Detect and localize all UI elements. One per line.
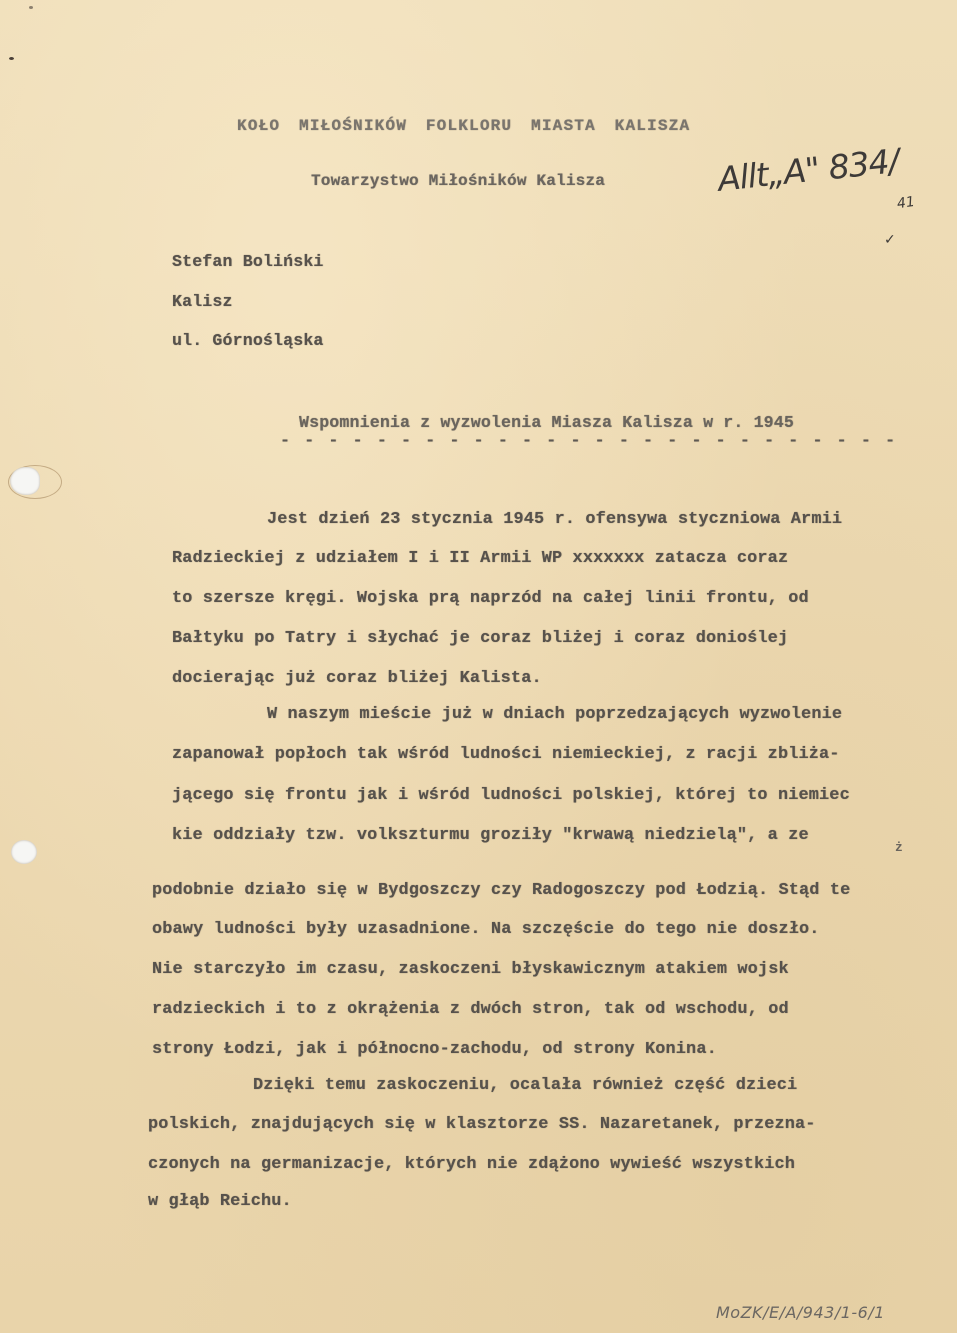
body-line: podobnie działo się w Bydgoszczy czy Radogoszczy pod Łodzią. Stąd te	[152, 881, 851, 900]
body-line: Jest dzień 23 stycznia 1945 r. ofensywa styczniowa Armii	[267, 510, 843, 529]
archive-reference-sub: 41	[895, 193, 916, 213]
body-line: Nie starczyło im czasu, zaskoczeni błyskawicznym atakiem wojsk	[152, 960, 789, 979]
body-line: docierając już coraz bliżej Kalista.	[172, 669, 542, 688]
body-line: polskich, znajdujących się w klasztorze SS. Nazaretanek, przezna-	[148, 1115, 816, 1134]
paper-speck	[29, 6, 33, 9]
body-line: W naszym mieście już w dniach poprzedzających wyzwolenie	[267, 705, 843, 724]
author-name: Stefan Boliński	[172, 252, 324, 271]
punch-hole	[10, 467, 40, 495]
paper-speck	[9, 57, 14, 60]
document-title: Wspomnienia z wyzwolenia Miasza Kalisza w r. 1945	[299, 413, 794, 432]
archive-signature: MoZK/E/A/943/1-6/1	[716, 1303, 885, 1322]
body-line: strony Łodzi, jak i północno-zachodu, od strony Konina.	[152, 1040, 717, 1059]
body-line: czonych na germanizacje, których nie zdążono wywieść wszystkich	[148, 1155, 796, 1174]
society-subheader: Towarzystwo Miłośników Kalisza	[311, 172, 606, 190]
organization-header: KOŁO MIŁOŚNIKÓW FOLKLORU MIASTA KALISZA	[237, 117, 691, 135]
body-line: w głąb Reichu.	[148, 1192, 292, 1211]
body-line: Dzięki temu zaskoczeniu, ocalała również część dzieci	[253, 1076, 798, 1095]
author-city: Kalisz	[172, 292, 233, 311]
title-underline: - - - - - - - - - - - - - - - - - - - - - - - - - -	[280, 431, 898, 450]
archive-reference-handwritten: Allt„A" 834/	[716, 141, 901, 199]
punch-hole	[11, 840, 37, 864]
body-line: obawy ludności były uzasadnione. Na szczęście do tego nie doszło.	[152, 920, 820, 939]
body-line: kie oddziały tzw. volkszturmu groziły "krwawą niedzielą", a ze	[172, 826, 809, 845]
body-line: Radzieckiej z udziałem I i II Armii WP xxxxxxx zatacza coraz	[172, 549, 789, 568]
author-street: ul. Górnośląska	[172, 331, 324, 350]
body-line: radzieckich i to z okrążenia z dwóch stron, tak od wschodu, od	[152, 1000, 789, 1019]
body-line: to szersze kręgi. Wojska prą naprzód na całej linii frontu, od	[172, 589, 809, 608]
interlinear-correction: ż	[895, 840, 903, 855]
body-line: zapanował popłoch tak wśród ludności niemieckiej, z racji zbliża-	[172, 745, 840, 764]
body-line: jącego się frontu jak i wśród ludności polskiej, której to niemiec	[172, 786, 850, 805]
check-mark-icon: ✓	[884, 232, 896, 248]
body-line: Bałtyku po Tatry i słychać je coraz bliżej i coraz donioślej	[172, 629, 789, 648]
